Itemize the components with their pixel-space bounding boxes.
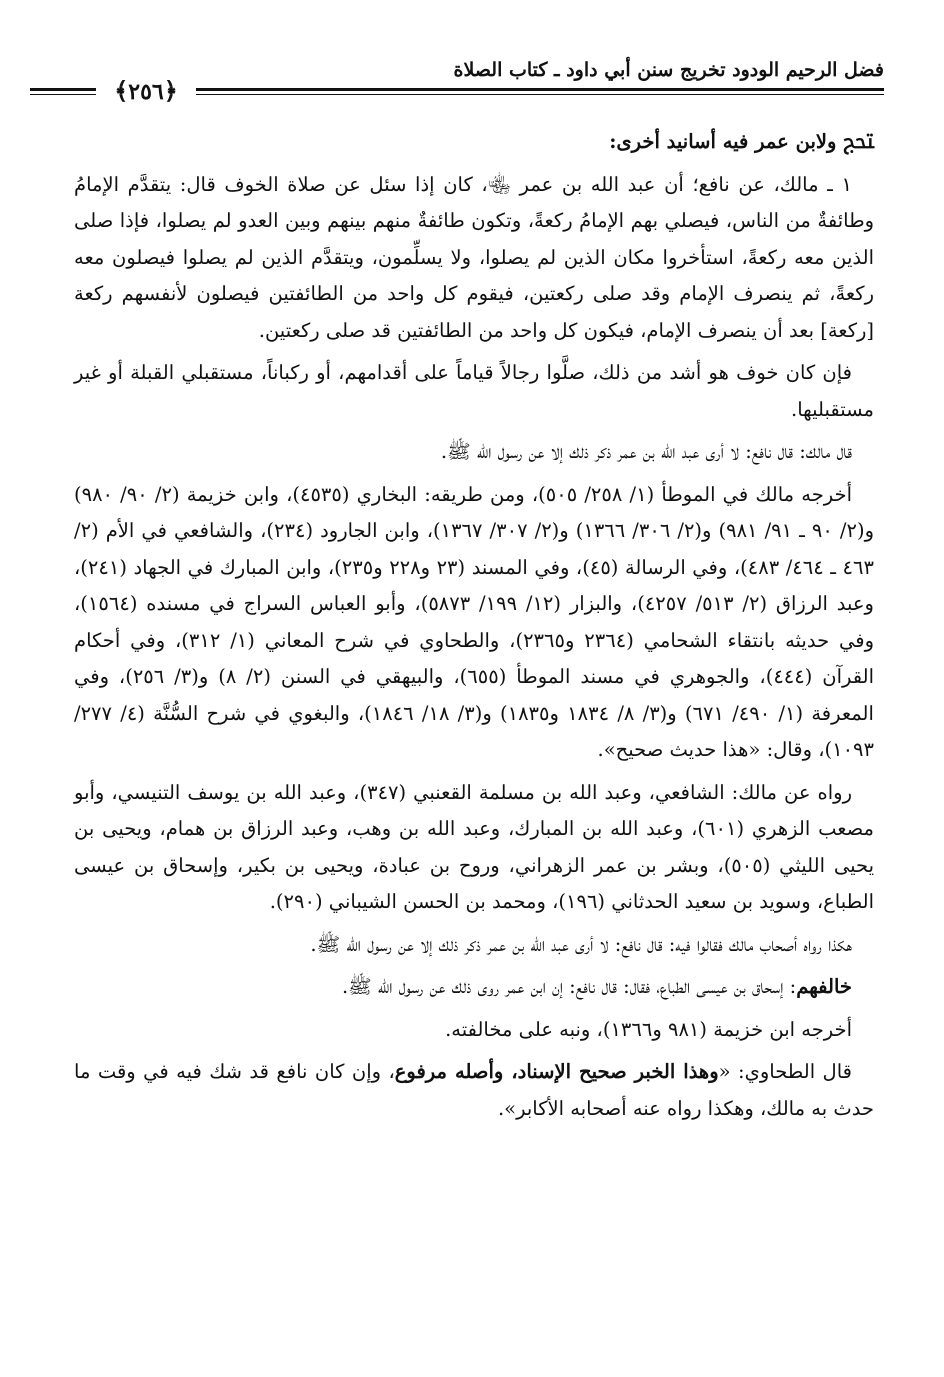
- paragraph-severe-fear: فإن كان خوف هو أشد من ذلك، صلَّوا رجالاً قياماً على أقدامهم، أو ركباناً، مستقبلي القبلة أو غير مستقبليها.: [74, 361, 874, 421]
- paragraph-companions-malik: هكذا رواه أصحاب مالك فقالوا فيه: قال نافع: لا أرى عبد الله بن عمر ذكر ذلك إلا عن رسول الله ﷺ.: [310, 932, 852, 956]
- paragraph-takhrij: أخرجه مالك في الموطأ (١/ ٢٥٨/ ٥٠٥)، ومن طريقه: البخاري (٤٥٣٥)، وابن خزيمة (٢/ ٩٠/ ٩٨٠) و(٢/ ٩٠ ـ ٩١/ ٩٨١) و(٢/ ٣٠٦/ ١٣٦٦) و(٢/ ٣٠٧/ ١٣٦٧)، وابن الجارود (٢٣٤)، والشافعي في الأم (٢/ ٤٦٣ ـ ٤٦٤/ ٤٨٣)، وفي الرسالة (٤٥)، وفي المسند (٢٣ و٢٢٨ و٢٣٥)، وابن المبارك في الجهاد (٢٤١)، وعبد الرزاق (٢/ ٥١٣/ ٤٢٥٧)، والبزار (١٢/ ١٩٩/ ٥٨٧٣)، وأبو العباس السراج في مسنده (١٥٦٤)، وفي حديثه بانتقاء الشحامي (٢٣٦٤ و٢٣٦٥)، والطحاوي في شرح المعاني (١/ ٣١٢)، وفي أحكام القرآن (٤٤٤)، والجوهري في مسند الموطأ (٦٥٥)، والبيهقي في السنن (٢/ ٨) و(٣/ ٢٥٦)، وفي المعرفة (١/ ٤٩٠/ ٦٧١) و(٣/ ٨/ ١٨٣٤ و١٨٣٥) و(٣/ ١٨/ ١٨٤٦)، والبغوي في شرح السُّنَّة (٤/ ٢٧٧/ ١٠٩٣)، وقال: «هذا حديث صحيح».: [74, 482, 874, 761]
- ornament-bracket-right: ﴿: [163, 76, 178, 105]
- disagreement-text: : إسحاق بن عيسى الطباع، فقال: قال نافع: إن ابن عمر روى ذلك عن رسول الله ﷺ.: [341, 975, 797, 998]
- running-header-title: فضل الرحيم الودود تخريج سنن أبي داود ـ كتاب الصلاة: [453, 59, 884, 81]
- paragraph-hadith: ١ ـ مالك، عن نافع؛ أن عبد الله بن عمر ﵄، كان إذا سئل عن صلاة الخوف قال: يتقدَّم الإمامُ وطائفةٌ من الناس، فيصلي بهم الإمامُ ركعةً، وتكون طائفةٌ منهم بينهم وبين العدو لم يصلوا، فإذا صلى الذين معه ركعةً، استأخروا مكان الذين لم يصلوا، ولا يسلِّمون، ويتقدَّم الذين لم يصلوا فيصلون معه ركعةً، ثم ينصرف الإمام وقد صلى ركعتين، فيقوم كل واحد من الطائفتين فيصلون لأنفسهم ركعة [ركعة] بعد أن ينصرف الإمام، فيكون كل واحد من الطائفتين قد صلى ركعتين.: [74, 172, 874, 342]
- header-rule-left-thin: [30, 94, 96, 95]
- tahawi-lead: قال الطحاوي: «: [718, 1060, 852, 1083]
- header-rule-thin: [114, 94, 884, 95]
- tahawi-bold-quote: وهذا الخبر صحيح الإسناد، وأصله مرفوع: [394, 1060, 719, 1083]
- page-number-value: ٢٥٦: [128, 79, 164, 105]
- paragraph-tahawi: [74, 1054, 874, 1127]
- header-rule-left-thick: [30, 88, 96, 91]
- tahawi-rest: ، وإن كان نافع قد شك فيه في وقت ما حدث به مالك، وهكذا رواه عنه أصحابه الأكابر».: [74, 1060, 874, 1120]
- ornament-bracket-left: ﴾: [114, 76, 129, 105]
- body-text: [74, 124, 874, 1133]
- page-number: [96, 76, 196, 106]
- paragraph-narrators: رواه عن مالك: الشافعي، وعبد الله بن مسلمة القعنبي (٣٤٧)، وعبد الله بن يوسف التنيسي، وأبو مصعب الزهري (٦٠١)، وعبد الله بن المبارك، وعبد الله بن وهب، وعبد الرزاق بن همام، ويحيى بن يحيى الليثي (٥٠٥)، وبشر بن عمر الزهراني، وروح بن عبادة، ويحيى بن بكير، وإسحاق بن عيسى الطباع، وسويد بن سعيد الحدثاني (١٩٦)، ومحمد بن الحسن الشيباني (٢٩٠).: [74, 780, 874, 913]
- paragraph-disagreement: [74, 969, 874, 1006]
- paragraph-ibn-khuzaymah: أخرجه ابن خزيمة (٩٨١ و١٣٦٦)، ونبه على مخالفته.: [445, 1017, 852, 1041]
- section-heading: ﵑ ولابن عمر فيه أسانيد أخرى:: [609, 130, 874, 153]
- paragraph-malik-nafi: قال مالك: قال نافع: لا أرى عبد الله بن عمر ذكر ذلك إلا عن رسول الله ﷺ.: [440, 440, 852, 463]
- disagreement-lead: خالفهم: [796, 975, 852, 998]
- header-rule-thick: [114, 88, 884, 91]
